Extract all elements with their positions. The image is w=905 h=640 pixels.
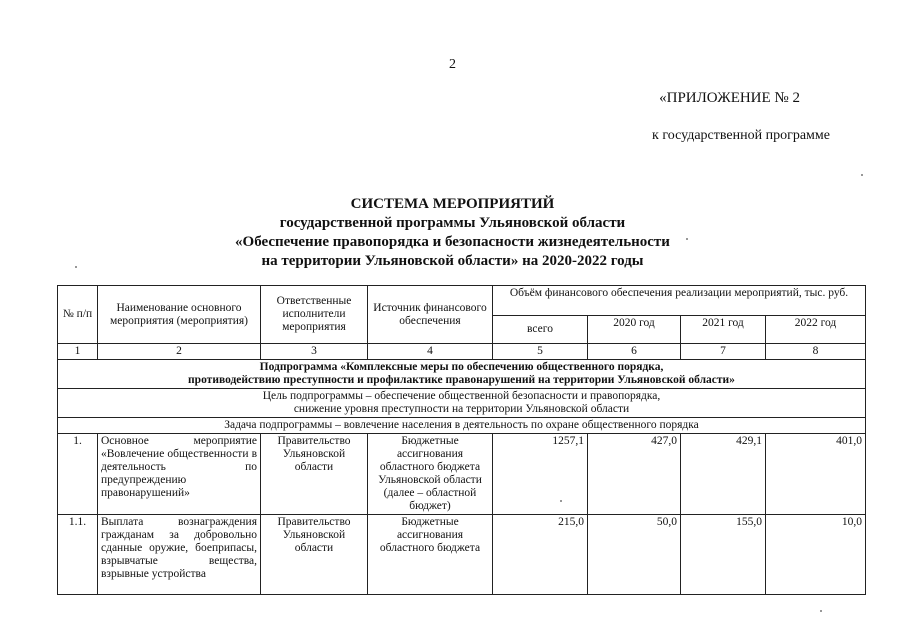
appendix-label: «ПРИЛОЖЕНИЕ № 2	[659, 90, 800, 106]
goal-line: снижение уровня преступности на территории Ульяновской области	[293, 403, 630, 415]
goal-row	[58, 389, 866, 418]
column-number: 5	[493, 344, 588, 360]
measures-table	[57, 285, 866, 595]
row-executor: Правительство Ульяновской области	[261, 434, 368, 515]
title-line: СИСТЕМА МЕРОПРИЯТИЙ	[350, 196, 555, 212]
title-line: государственной программы Ульяновской области	[279, 215, 626, 231]
document-title	[0, 195, 905, 271]
row-2022: 10,0	[766, 515, 866, 595]
row-total: 1257,1	[493, 434, 588, 515]
column-number: 8	[766, 344, 866, 360]
title-line: «Обеспечение правопорядка и безопасности жизнедеятельности	[235, 234, 670, 250]
row-2021: 429,1	[681, 434, 766, 515]
header-total: всего	[493, 316, 588, 344]
task-row	[58, 418, 866, 434]
header-row	[58, 286, 866, 316]
header-2022: 2022 год	[766, 316, 866, 344]
row-total: 215,0	[493, 515, 588, 595]
header-2021: 2021 год	[681, 316, 766, 344]
subprogram-goal	[58, 389, 866, 418]
column-number: 2	[98, 344, 261, 360]
row-num: 1.1.	[58, 515, 98, 595]
scan-speck	[560, 500, 562, 502]
subprogram-row	[58, 360, 866, 389]
title-line: на территории Ульяновской области» на 2020-2022 годы	[261, 253, 644, 269]
page-number: 2	[449, 57, 456, 72]
scan-speck	[861, 174, 863, 176]
scan-speck	[686, 238, 688, 240]
header-2020: 2020 год	[588, 316, 681, 344]
column-number: 1	[58, 344, 98, 360]
subprogram-title	[58, 360, 866, 389]
header-source: Источник финансового обеспечения	[368, 286, 493, 344]
row-name: Основное мероприятие «Вовлечение общественности в деятельность по предупреждению правонарушений»	[98, 434, 261, 515]
column-number: 6	[588, 344, 681, 360]
row-2020: 427,0	[588, 434, 681, 515]
row-source: Бюджетные ассигнования областного бюджета	[368, 515, 493, 595]
column-number: 7	[681, 344, 766, 360]
scan-speck	[820, 610, 822, 612]
row-source: Бюджетные ассигнования областного бюджета Ульяновской области (далее – областной бюджет)	[368, 434, 493, 515]
subprogram-line: противодействию преступности и профилактике правонарушений на территории Ульяновской области»	[188, 374, 735, 386]
header-volume: Объём финансового обеспечения реализации мероприятий, тыс. руб.	[493, 286, 866, 316]
table-row	[58, 434, 866, 515]
scan-speck	[75, 266, 77, 268]
row-num: 1.	[58, 434, 98, 515]
column-numbers-row	[58, 344, 866, 360]
goal-line: Цель подпрограммы – обеспечение общественной безопасности и правопорядка,	[262, 390, 661, 402]
appendix-subtitle: к государственной программе	[652, 128, 830, 143]
subprogram-task: Задача подпрограммы – вовлечение населения в деятельность по охране общественного порядка	[58, 418, 866, 434]
row-2022: 401,0	[766, 434, 866, 515]
table-row	[58, 515, 866, 595]
subprogram-line: Подпрограмма «Комплексные меры по обеспечению общественного порядка,	[259, 361, 664, 373]
header-executors: Ответственные исполнители мероприятия	[261, 286, 368, 344]
column-number: 4	[368, 344, 493, 360]
row-2021: 155,0	[681, 515, 766, 595]
header-num: № п/п	[58, 286, 98, 344]
row-executor: Правительство Ульяновской области	[261, 515, 368, 595]
column-number: 3	[261, 344, 368, 360]
row-2020: 50,0	[588, 515, 681, 595]
header-name: Наименование основного мероприятия (мероприятия)	[98, 286, 261, 344]
row-name: Выплата вознаграждения гражданам за добровольно сданные оружие, боеприпасы, взрывчатые вещества, взрывные устройства	[98, 515, 261, 595]
